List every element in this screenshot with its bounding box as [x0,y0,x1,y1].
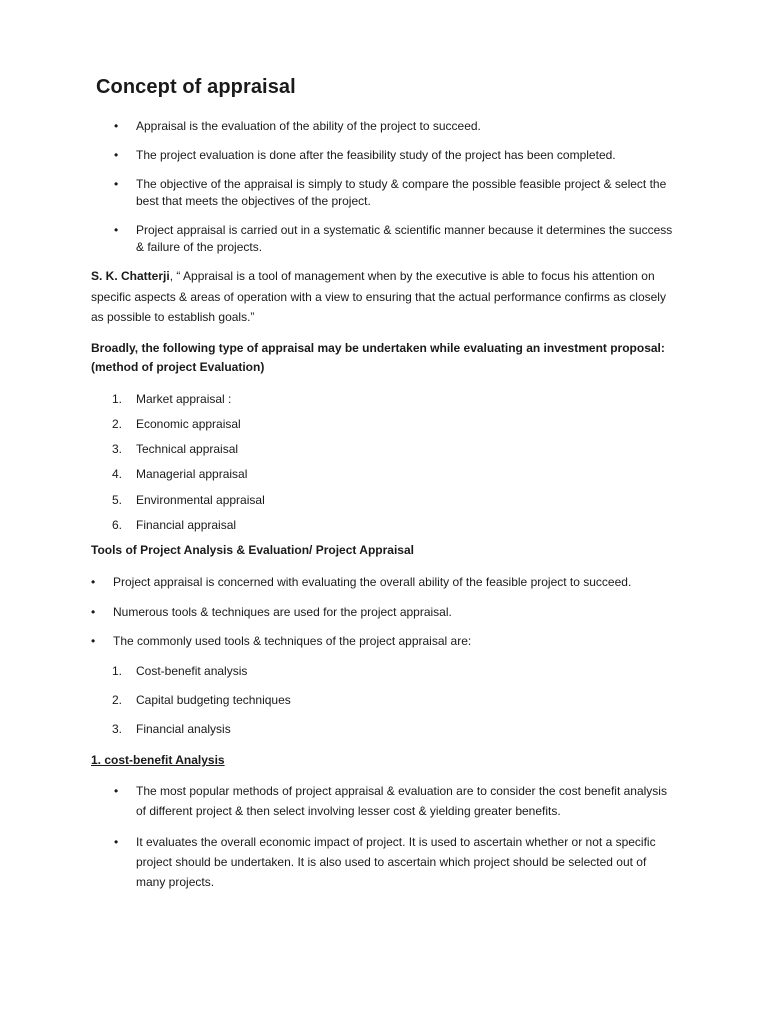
quote-line-1 [91,267,655,285]
concept-bullet-3-line-1: The objective of the appraisal is simply to study & compare the possible feasible project & select the [136,177,667,191]
cba-bullet-2-line-3: many projects. [136,875,215,889]
list-number: 3. [111,722,122,736]
quote-line-1-text: , “ Appraisal is a tool of management when by the executive is able to focus his attention on [169,269,655,283]
cba-bullet-2-line-1: It evaluates the overall economic impact of project. It is used to ascertain whether or not a specific [136,835,656,849]
quote-author: S. K. Chatterji [91,269,170,283]
tools-list-item: Cost-benefit analysis [136,664,248,678]
broadly-line-1: Broadly, the following type of appraisal may be undertaken while evaluating an investment proposal: [91,341,665,355]
tools-bullet-3: The commonly used tools & techniques of the project appraisal are: [113,634,472,648]
list-number: 2. [111,417,122,431]
broadly-line-2: (method of project Evaluation) [91,360,265,374]
bullet-icon: • [114,148,119,162]
tools-list-item: Capital budgeting techniques [136,693,291,707]
bullet-icon: • [91,634,96,648]
cba-bullet-1-line-1: The most popular methods of project appraisal & evaluation are to consider the cost benefit analysis [136,784,667,798]
list-number: 1. [111,392,122,406]
page-title: Concept of appraisal [96,76,296,98]
cba-bullet-1-line-2: of different project & then select involving lesser cost & yielding greater benefits. [136,804,561,818]
bullet-icon: • [114,784,119,798]
bullet-icon: • [114,119,119,133]
list-number: 5. [111,493,122,507]
list-number: 1. [111,664,122,678]
list-number: 4. [111,467,122,481]
tools-bullet-1: Project appraisal is concerned with evaluating the overall ability of the feasible project to succeed. [113,575,632,589]
appraisal-type-item: Economic appraisal [136,417,241,431]
concept-bullet-2-line-1: The project evaluation is done after the feasibility study of the project has been completed. [136,148,616,162]
appraisal-type-item: Financial appraisal [136,518,237,532]
quote-line-3: as possible to establish goals.” [91,310,255,324]
cba-heading: 1. cost-benefit Analysis [91,753,225,767]
bullet-icon: • [114,223,119,237]
concept-bullet-4-line-1: Project appraisal is carried out in a systematic & scientific manner because it determines the success [136,223,673,237]
bullet-icon: • [114,177,119,191]
tools-heading: Tools of Project Analysis & Evaluation/ Project Appraisal [91,543,414,557]
bullet-icon: • [114,835,119,849]
concept-bullet-4-line-2: & failure of the projects. [136,240,263,254]
tools-bullet-2: Numerous tools & techniques are used for the project appraisal. [113,605,452,619]
appraisal-type-item: Technical appraisal [136,442,239,456]
quote-line-2: specific aspects & areas of operation with a view to ensuring that the actual performance confirms as closely [91,290,666,304]
bullet-icon: • [91,575,96,589]
cba-bullet-2-line-2: project should be undertaken. It is also used to ascertain which project should be selected out of [136,855,647,869]
appraisal-type-item: Managerial appraisal [136,467,248,481]
list-number: 6. [111,518,122,532]
concept-bullet-1-line-1: Appraisal is the evaluation of the ability of the project to succeed. [136,119,481,133]
list-number: 3. [111,442,122,456]
list-number: 2. [111,693,122,707]
concept-bullet-3-line-2: best that meets the objectives of the project. [136,194,371,208]
bullet-icon: • [91,605,96,619]
tools-list-item: Financial analysis [136,722,231,736]
appraisal-type-item: Market appraisal : [136,392,232,406]
appraisal-type-item: Environmental appraisal [136,493,265,507]
